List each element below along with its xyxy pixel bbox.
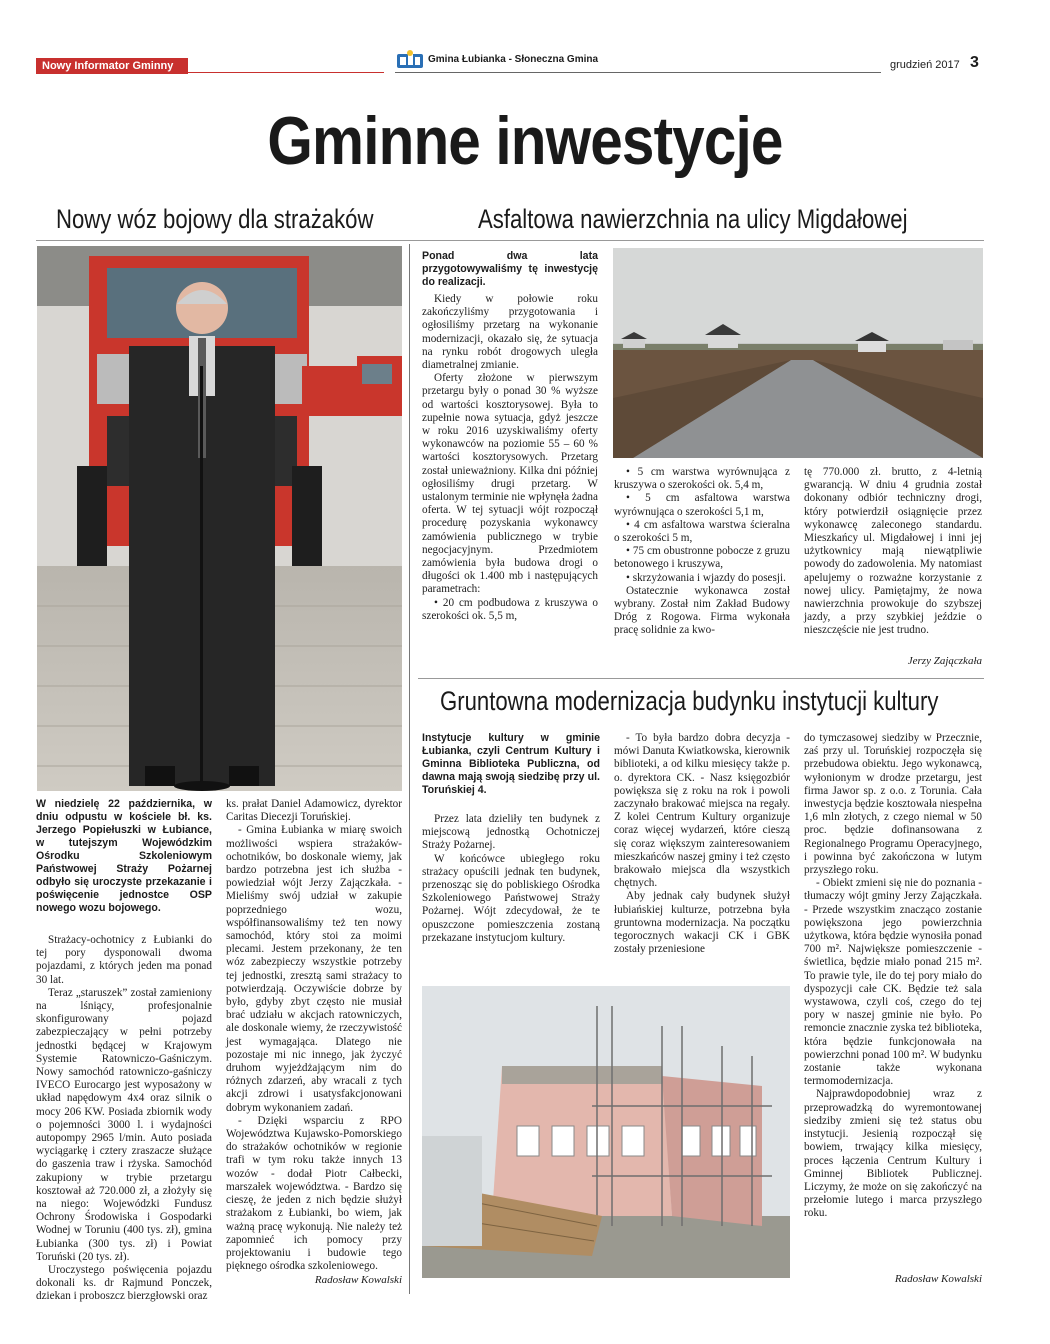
paragraph: - Dzięki wsparciu z RPO Województwa Kujawsko-Pomorskiego do strażaków ochotników w regionie trafi w tym roku także innych 13 wozów - dodał Piotr Całbecki, marszałek województwa. - Bardzo się cieszę, że jeden z nich będzie służył strażakom z Łubianki, bo wiem, jak ważną pracę wykonują. Nie należy też zapomnieć ich pomocy przy projektowaniu i budowie tego pięknego ośrodka szkoleniowego. xyxy=(226,1114,402,1273)
page-number: 3 xyxy=(970,54,979,71)
headline-fire-truck: Nowy wóz bojowy dla strażaków xyxy=(56,204,374,234)
issue-date: grudzień 2017 xyxy=(890,59,960,71)
column-divider xyxy=(409,244,410,1294)
paragraph: Oferty złożone w pierwszym przetargu były o ponad 30 % wyższe od wartości kosztorysowej. Była to zupełnie nowa sytuacja, gdyż jeszcze w roku 2016 uzyskiwaliśmy oferty wykonawców na poziomie 55 – 60 % wartości kosztorysowych. Przetarg został unieważniony. Kilka dni później ogłosiliśmy drugi przetarg. W ustalonym terminie nie wpłynęła żadna oferta. W tej sytuacji wójt rozpoczął procedurę pozyskania wykonawcy zamówienia publicznego w trybie negocjacyjnym. Przedmiotem zamówienia była budowa drogi o długości ok 1.400 mb i następujących parametrach: xyxy=(422,372,598,596)
road-lead: Ponad dwa lata przygotowywaliśmy tę inwestycję do realizacji. xyxy=(422,250,598,288)
paragraph: • 20 cm podbudowa z kruszywa o szerokości ok. 5,5 m, xyxy=(422,596,598,622)
paragraph: • 5 cm warstwa wyrównująca z kruszywa o szerokości ok. 5,4 m, xyxy=(614,466,790,492)
fire-lead: W niedzielę 22 października, w dniu odpustu w kościele bł. ks. Jerzego Popiełuszki w Łubiance, w tutejszym Wojewódzkim Ośrodku Szkoleniowym Państwowej Straży Pożarnej odbyło się uroczyste przekazanie i poświęcenie jednostce OSP nowego wozu bojowego. xyxy=(36,798,212,914)
paragraph: • 4 cm asfaltowa warstwa ścieralna o szerokości 5 m, xyxy=(614,518,790,545)
gmina-logo-icon xyxy=(397,50,423,68)
culture-author: Radosław Kowalski xyxy=(894,1273,982,1285)
paragraph: • 5 cm asfaltowa warstwa wyrównująca o szerokości 5,1 m, xyxy=(614,492,790,518)
paragraph: • 75 cm obustronne pobocze z gruzu betonowego i kruszywa, xyxy=(614,545,790,571)
paragraph: Uroczystego poświęcenia pojazdu dokonali ks. dr Rajmund Ponczek, dziekan i proboszcz bierzgłowski oraz xyxy=(36,1264,212,1303)
fire-author: Radosław Kowalski xyxy=(314,1274,402,1286)
paragraph: Ostatecznie wykonawca został wybrany. Został nim Zakład Budowy Dróg z Rogowa. Firma wykonała pracę solidnie za kwo- xyxy=(614,584,790,637)
fire-column-1 xyxy=(36,934,212,1304)
gmina-name: Gmina Łubianka - Słoneczna Gmina xyxy=(428,54,599,65)
culture-lead: Instytucje kultury w gminie Łubianka, czyli Centrum Kultury i Gminna Biblioteka Publiczna, od dawna mają swoją siedzibę przy ul. Toruńskiej 4. xyxy=(422,732,600,796)
section-rule xyxy=(418,678,984,679)
road-column-3 xyxy=(804,466,982,638)
building-renovation-photo xyxy=(422,986,790,1278)
paragraph: - Gmina Łubianka w miarę swoich możliwości wspiera strażaków-ochotników, bo doskonale wiemy, jak bardzo potrzebna jest ich służba - powiedział wójt Jerzy Zajączkała. - Mieliśmy swój udział w zakupie poprzedniego wozu, współfinansowaliśmy też ten nowy samochód, który stoi za moimi plecami. Jestem przekonany, że ten wóz zabezpieczy wszystkie potrzeby tej jednostki, zresztą sami strażacy to potwierdzają. Oczywiście dobrze by było, gdyby zbyt często nie musiał brać udziału w akcjach ratowniczych, ale doskonale wiemy, że rzeczywistość jest wymagająca. Dlatego nie pozostaje mi nic innego, jak życzyć druhom wyjeżdżającym nim do różnych zdarzeń, aby wracali z tych akcji zdrowi i usatysfakcjonowani dobrym wykonaniem zadań. xyxy=(226,824,402,1114)
culture-column-3 xyxy=(804,732,982,1221)
paragraph: Przez lata dzieliły ten budynek z miejscową jednostką Ochotniczej Straży Pożarnej. xyxy=(422,813,600,852)
fire-truck-photo xyxy=(37,246,402,791)
culture-column-2 xyxy=(614,732,790,956)
paragraph: Aby jednak cały budynek służył łubiańskiej kulturze, potrzebna była gruntowna modernizacja. Na początku tegorocznych wakacji CK i GBK zostały przeniesione xyxy=(614,890,790,956)
paragraph: Kiedy w połowie roku zakończyliśmy przygotowania i ogłosiliśmy przetarg na wykonanie modernizacji, okazało się, że sytuacja na rynku robót drogowych uległa diametralnej zmianie. xyxy=(422,293,598,372)
paragraph: do tymczasowej siedziby w Przecznie, zaś przy ul. Toruńskiej rozpoczęła się przebudowa obiektu. Jego wykonawcą, wyłonionym w drodze przetargu, jest firma Jawor sp. z o.o. z Torunia. Cała inwestycja będzie kosztowała niespełna 1,6 mln złotych, z czego niemal w 50 proc. będzie dofinansowana z Regionalnego Programu Operacyjnego, i powinna być zakończona w lutym przyszłego roku. xyxy=(804,732,983,877)
paragraph: Najprawdopodobniej wraz z przeprowadzką do wyremontowanej siedziby zmieni się też status obu instytucji. Jesienią rozpoczął się bowiem, trwający kilka miesięcy, proces łączenia Centrum Kultury i Gminnej Bibliotek Publicznej. Liczymy, że może on się zakończyć na przełomie lutego i marca przyszłego roku. xyxy=(804,1088,982,1220)
fire-column-2 xyxy=(226,798,402,1273)
page-title: Gminne inwestycje xyxy=(267,103,783,179)
culture-column-1 xyxy=(422,813,600,945)
headline-culture: Gruntowna modernizacja budynku instytucji kultury xyxy=(440,686,939,716)
road-column-1 xyxy=(422,293,598,623)
headline-road: Asfaltowa nawierzchnia na ulicy Migdałowej xyxy=(478,204,908,234)
road-photo xyxy=(613,248,983,458)
paragraph: - Obiekt zmieni się nie do poznania - tłumaczy wójt gminy Jerzy Zajączkała. - Przede wszystkim znacząco zostanie powiększona jego powierzchnia użytkowa, która będzie wynosiła ponad 700 m². Największe pomieszczenie - świetlica, będzie miało ponad 215 m². To prawie tyle, ile do tej pory miało do dyspozycji całe CK. Będzie też sala wystawowa, czyli coś, czego do tej pory w naszej gminie nie było. Po remoncie znacznie zyska też biblioteka, która będzie funkcjonowała na powierzchni ponad 100 m². W budynku zostanie także wykonana termomodernizacja. xyxy=(804,877,982,1088)
paragraph: - To była bardzo dobra decyzja - mówi Danuta Kwiatkowska, kierownik biblioteki, a od kilku miesięcy także p. o. dyrektora CK. - Nasz księgozbiór powiększa się z roku na rok i powoli zaczynało brakować miejsca na regały. Z kolei Centrum Kultury organizuje coraz więcej wydarzeń, które cieszą się coraz większym zainteresowaniem mieszkańców naszej gminy i też często brakowało miejsca dla wszystkich chętnych. xyxy=(614,732,790,890)
section-tag: Nowy Informator Gminny xyxy=(36,58,188,74)
paragraph: ks. prałat Daniel Adamowicz, dyrektor Caritas Diecezji Toruńskiej. xyxy=(226,798,402,824)
section-tag-underline xyxy=(188,72,384,73)
paragraph: Teraz „staruszek” został zamieniony na lśniący, profesjonalnie skonfigurowany pojazd zabezpieczający w pełni potrzeby jednostki będącej w Krajowym Systemie Ratowniczo-Gaśniczym. Nowy samochód ratowniczo-gaśniczy IVECO Eurocargo jest wyposażony w układ napędowym 4x4 oraz silnik o mocy 206 KW. Posiada zbiornik wody o pojemności 3000 l. i wydajności autopompy 2965 l/min. Auto posiada wyciągarkę i cztery zraszacze służące do gaszenia traw i rżyska. Samochód zakupiony w trybie przetargu kosztował aż 720.000 zł, a złożyły się na niego: Wojewódzki Fundusz Ochrony Środowiska i Gospodarki Wodnej w Toruniu (400 tys. zł), gmina Łubianka (300 tys. zł) i Powiat Toruński (20 tys. zł). xyxy=(36,986,212,1263)
paragraph: tę 770.000 zł. brutto, z 4-letnią gwarancją. W dniu 4 grudnia został dokonany odbiór techniczny drogi, który potwierdził osiągnięcie przez wykonawcę zaleconego standardu. Mieszkańcy ul. Migdałowej i inni jej użytkownicy mają niewątpliwie powody do zadowolenia. My natomiast apelujemy o rozważne korzystanie z nowej ulicy. Pamiętajmy, że nowa nawierzchnia prowokuje do szybszej jazdy, a przy szybkiej jeździe o nieszczęście nie jest trudno. xyxy=(804,466,982,637)
paragraph: W końcówce ubiegłego roku strażacy opuścili jednak ten budynek, przenosząc się do pobliskiego Ośrodka Szkoleniowego Państwowej Straży Pożarnej. Wójt zdecydował, że te opuszczone pomieszczenia zostaną przekazane instytucjom kultury. xyxy=(422,852,600,944)
headline-rule xyxy=(36,240,984,241)
paragraph: Strażacy-ochotnicy z Łubianki do tej pory dysponowali dwoma pojazdami, z których jeden ma ponad 30 lat. xyxy=(36,934,212,986)
road-author: Jerzy Zajączkała xyxy=(907,655,982,667)
header-rule xyxy=(395,72,881,73)
road-column-2 xyxy=(614,466,790,638)
paragraph: • skrzyżowania i wjazdy do posesji. xyxy=(626,571,786,584)
